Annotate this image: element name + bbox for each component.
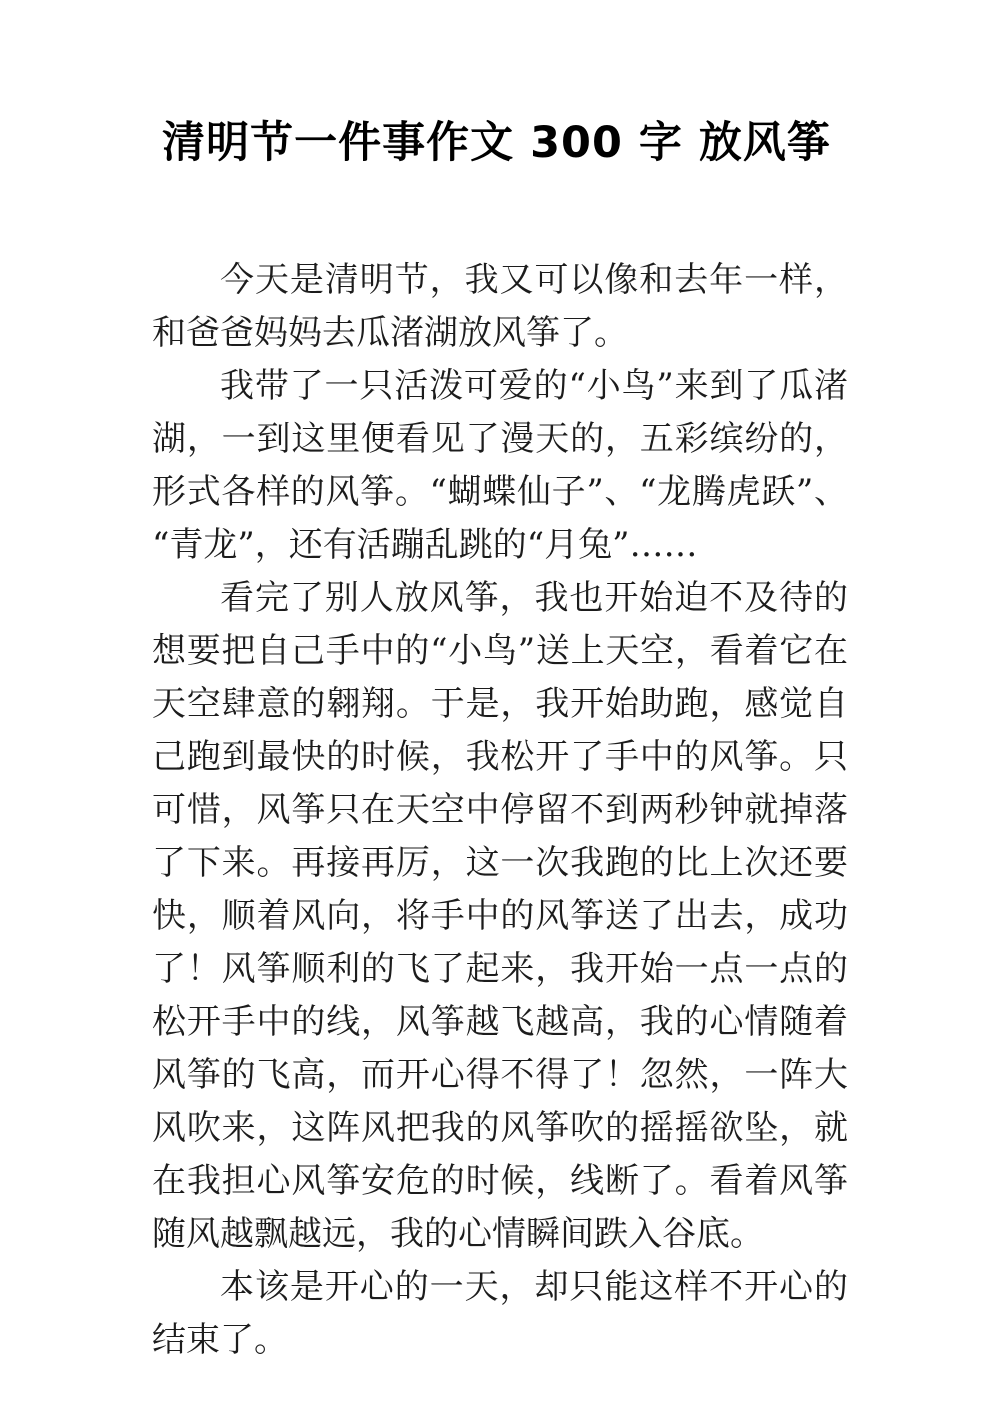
paragraph-4: 本该是开心的一天，却只能这样不开心的结束了。 xyxy=(152,1267,848,1360)
page-title: 清明节一件事作文 300 字 放风筝 xyxy=(162,118,831,168)
paragraph-2: 我带了一只活泼可爱的“小鸟”来到了瓜渚湖，一到这里便看见了漫天的，五彩缤纷的，形式各样的风筝。“蝴蝶仙子”、“龙腾虎跃”、“青龙”，还有活蹦乱跳的“月兔”…… xyxy=(152,366,848,565)
essay-body xyxy=(152,254,848,1367)
paragraph-1: 今天是清明节，我又可以像和去年一样，和爸爸妈妈去瓜渚湖放风筝了。 xyxy=(152,260,848,353)
paragraph-3: 看完了别人放风筝，我也开始迫不及待的想要把自己手中的“小鸟”送上天空，看着它在天空肆意的翱翔。于是，我开始助跑，感觉自己跑到最快的时候，我松开了手中的风筝。只可惜，风筝只在天空中停留不到两秒钟就掉落了下来。再接再厉，这一次我跑的比上次还要快，顺着风向，将手中的风筝送了出去，成功了！风筝顺利的飞了起来，我开始一点一点的松开手中的线，风筝越飞越高，我的心情随着风筝的飞高，而开心得不得了！忽然，一阵大风吹来，这阵风把我的风筝吹的摇摇欲坠，就在我担心风筝安危的时候，线断了。看着风筝随风越飘越远，我的心情瞬间跌入谷底。 xyxy=(152,578,848,1254)
